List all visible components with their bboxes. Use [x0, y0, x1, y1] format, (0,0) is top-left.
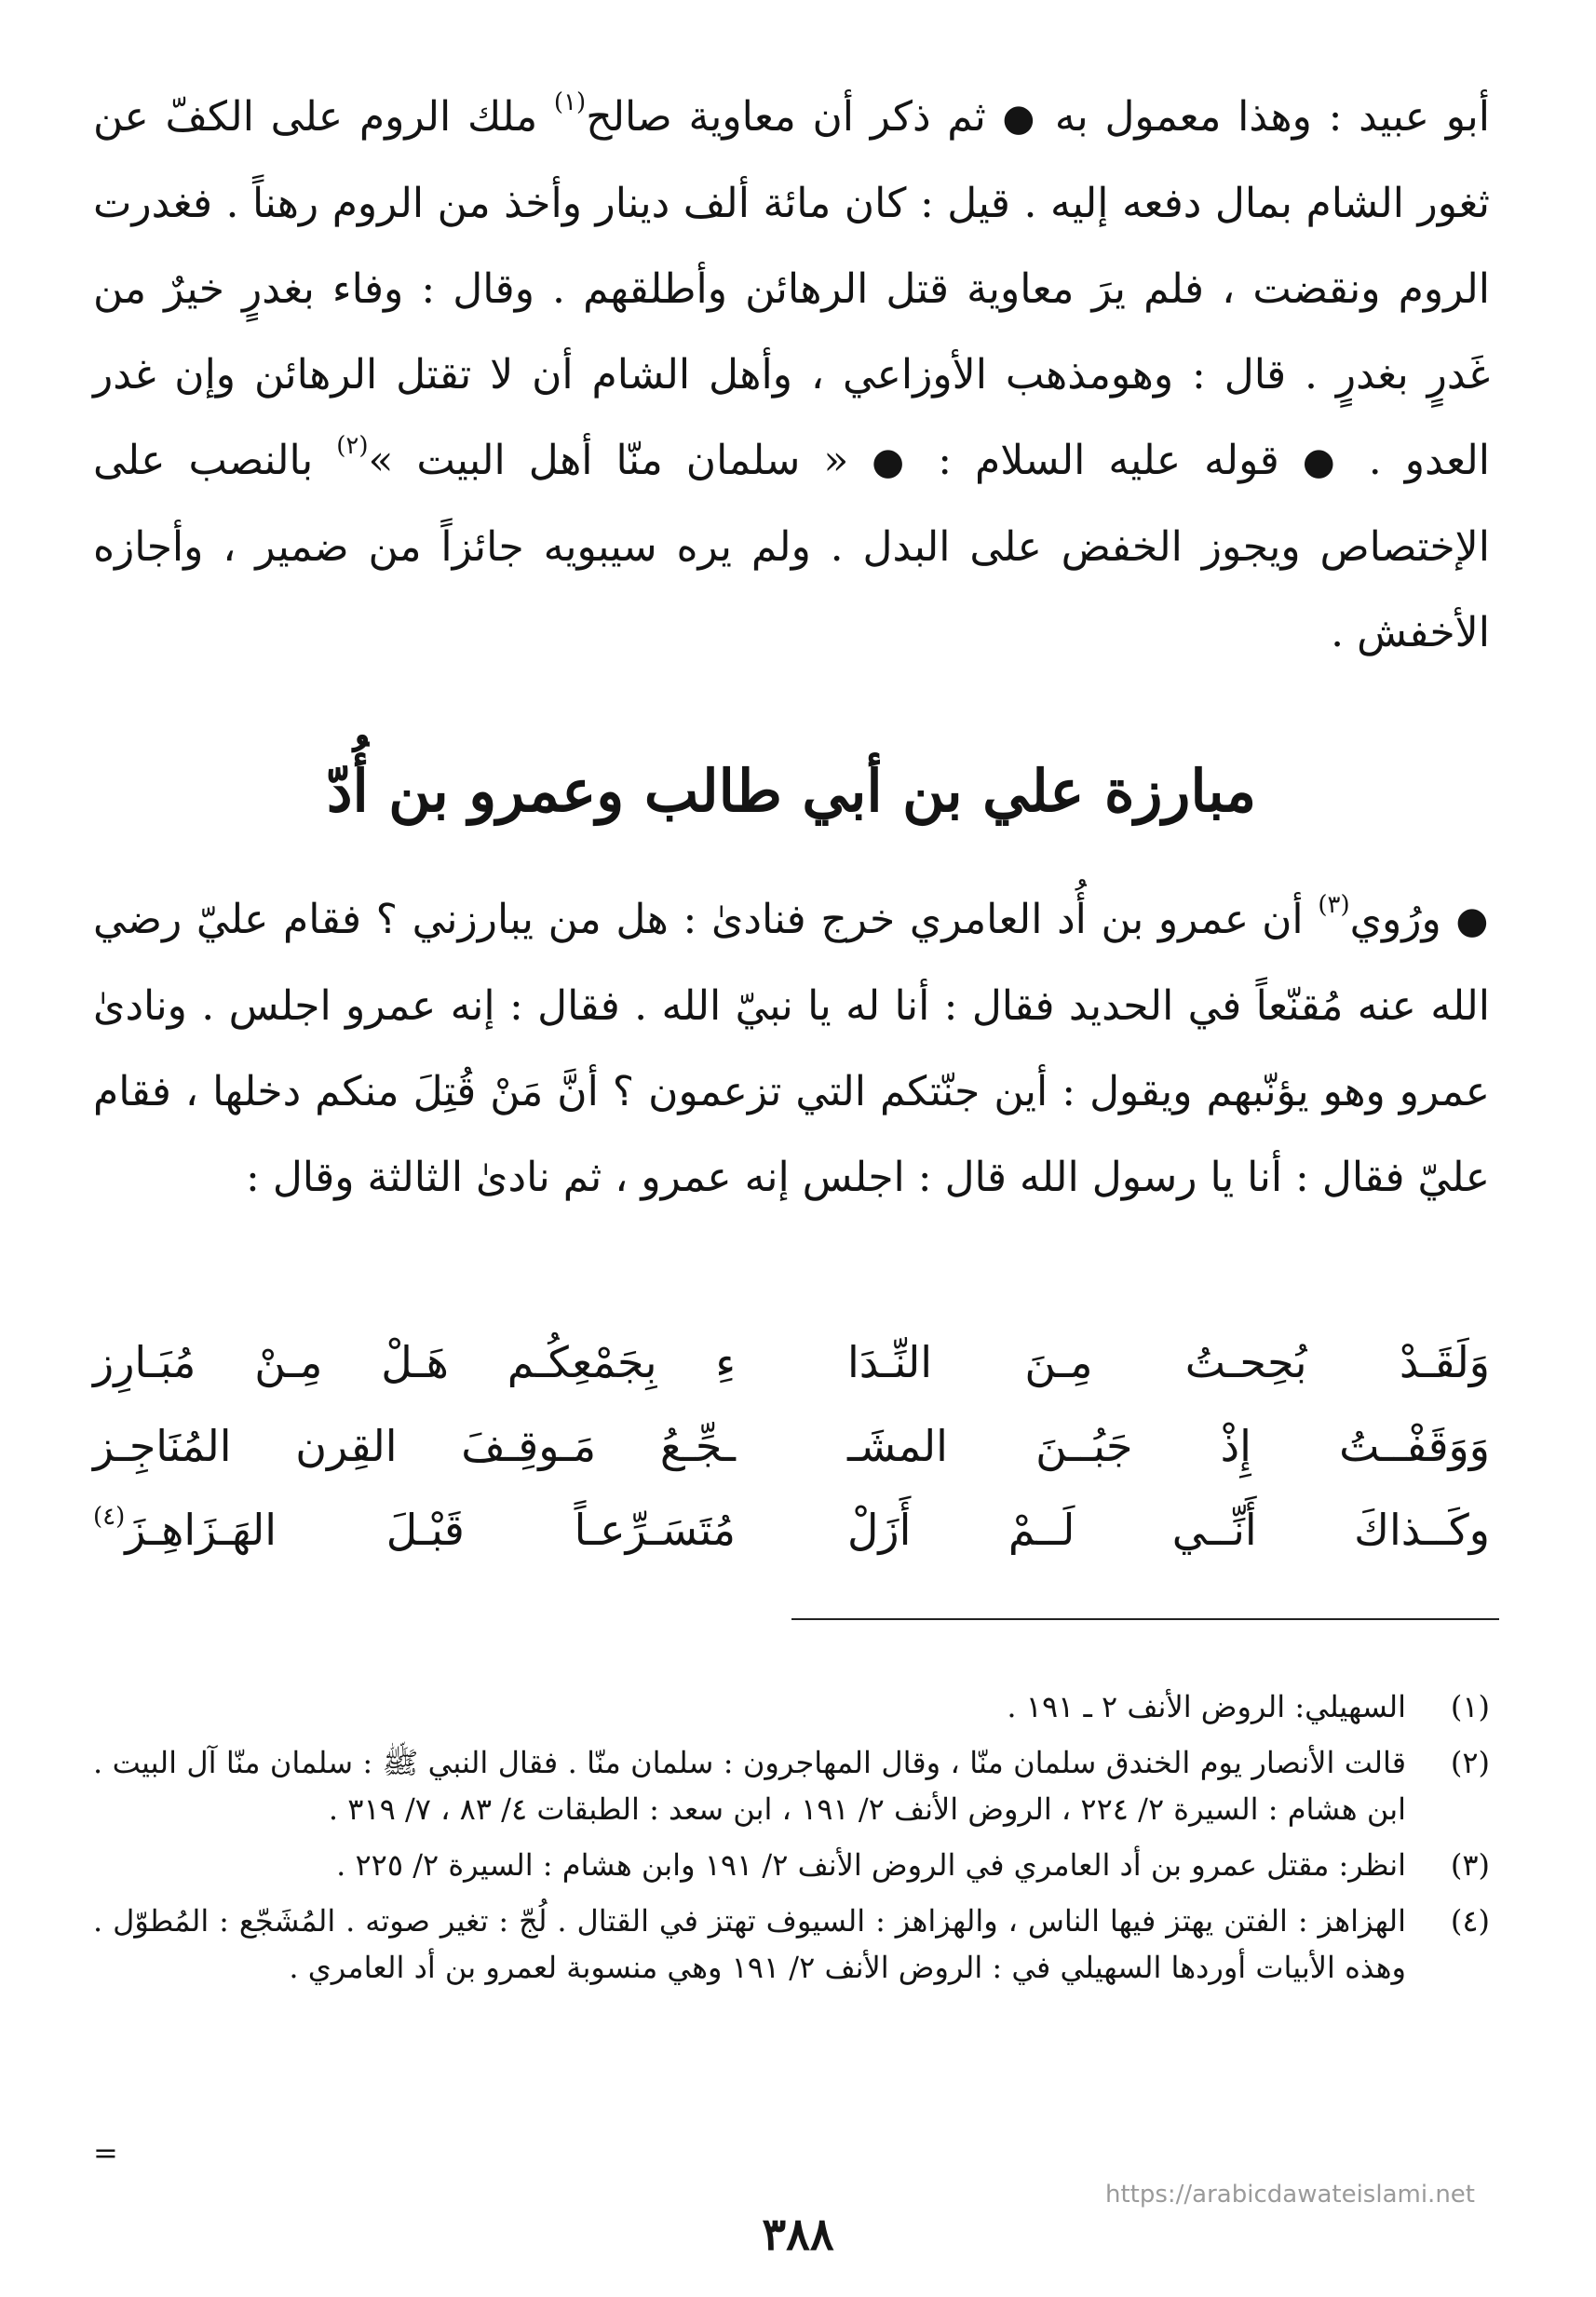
- footnote-number: (٢): [1450, 1745, 1490, 1780]
- verse-first-hemistich: وَوَقَفْــتُ إِذْ جَبُــنَ المشَـ: [847, 1421, 1490, 1471]
- poem-verse: [93, 1320, 1490, 1404]
- continuation-mark: =: [93, 2135, 118, 2170]
- verse-second-hemistich: ءِ بِجَمْعِكُـم هَـلْ مِـنْ مُبَـارِز: [93, 1337, 736, 1387]
- verse-first-hemistich: وَلَقَـدْ بُحِحـتُ مِـنَ النِّـدَا: [847, 1337, 1490, 1387]
- footnote-item: [93, 1683, 1490, 1730]
- footnote-ref-2[interactable]: (٢): [336, 432, 369, 460]
- poem-verse: [93, 1404, 1490, 1488]
- footnotes: [93, 1683, 1490, 2000]
- verse-second-hemistich: [93, 1488, 736, 1572]
- footnote-ref-1[interactable]: (١): [553, 88, 587, 116]
- verse-first-hemistich: وكَــذاكَ أَنِّــي لَــمْ أَزَلْ: [847, 1505, 1490, 1555]
- footnote-text: السهيلي: الروض الأنف ٢ ـ ١٩١ .: [1007, 1689, 1406, 1724]
- text-run: ورُوي: [1349, 896, 1441, 943]
- bullet-dot-icon: ●: [1455, 899, 1490, 942]
- footnote-item: [93, 1898, 1490, 1991]
- footnote-number: (٣): [1450, 1847, 1490, 1883]
- quoted-text: « سلمان منّا أهل البيت »: [368, 437, 849, 484]
- text-run: مُتَسَـرِّعـاً قَبْـلَ الهَـزَاهِـزَ: [125, 1505, 736, 1555]
- poem: [93, 1320, 1490, 1572]
- footnote-ref-4[interactable]: (٤): [93, 1503, 126, 1531]
- footnote-number: (١): [1450, 1689, 1490, 1724]
- text-run: أن عمرو بن أُد العامري خرج فنادىٰ : هل من يبارزني ؟ فقام عليّ رضي الله عنه مُقنّعاً في الحديد فقال : أنا له يا نبيّ الله . فقال : إنه عمرو اجلس . ونادىٰ عمرو وهو يؤنّبهم ويقول : أين جنّتكم التي تزعمون ؟ أنَّ مَنْ قُتِلَ منكم دخلها ، فقام عليّ فقال : أنا يا رسول الله قال : اجلس إنه عمرو ، ثم نادىٰ الثالثة وقال :: [93, 896, 1490, 1201]
- page-number: ٣٨٨: [762, 2209, 834, 2261]
- text-run: قوله عليه السلام :: [938, 437, 1279, 484]
- text-run: ثم ذكر أن معاوية صالح: [586, 93, 986, 141]
- bullet-dot-icon: ●: [1302, 440, 1346, 483]
- poem-verse: [93, 1488, 1490, 1572]
- footnote-divider: [791, 1618, 1499, 1620]
- footnote-item: [93, 1739, 1490, 1832]
- footnote-item: [93, 1842, 1490, 1888]
- paragraph-text: [93, 74, 1490, 676]
- footnote-ref-3[interactable]: (٣): [1318, 891, 1350, 919]
- footnote-text: الهزاهز : الفتن يهتز فيها الناس ، والهزاهز : السيوف تهتز في القتال . لُجّ : تغير صوته . المُشَجّع : المُطوّل . وهذه الأبيات أوردها السهيلي في : الروض الأنف ٢/ ١٩١ وهي منسوبة لعمرو بن أد العامري .: [93, 1903, 1406, 1985]
- narration-paragraph: [93, 877, 1490, 1221]
- footnote-number: (٤): [1450, 1903, 1490, 1939]
- verse-second-hemistich: ـجِّـعُ مَـوقِـفَ القِرن المُنَاجِـز: [93, 1421, 736, 1471]
- footnote-text: قالت الأنصار يوم الخندق سلمان منّا ، وقال المهاجرون : سلمان منّا . فقال النبي ﷺ : سلمان منّا آل البيت . ابن هشام : السيرة ٢/ ٢٢٤ ، الروض الأنف ٢/ ١٩١ ، ابن سعد : الطبقات ٤/ ٨٣ ، ٧/ ٣١٩ .: [93, 1745, 1406, 1827]
- paragraph-text: [93, 877, 1490, 1221]
- watermark-url: https://arabicdawateislami.net: [1104, 2181, 1475, 2209]
- bullet-dot-icon: ●: [1002, 97, 1039, 140]
- bullet-dot-icon: ●: [872, 440, 915, 483]
- text-run: ملك الروم على الكفّ عن ثغور الشام بمال دفعه إليه . قيل : كان مائة ألف دينار وأخذ من الروم رهناً . فغدرت الروم ونقضت ، فلم يرَ معاوية قتل الرهائن وأطلقهم . وقال : وفاء بغدرٍ خيرٌ من غَدرٍ بغدرٍ . قال : وهومذهب الأوزاعي ، وأهل الشام أن لا تقتل الرهائن وإن غدر العدو .: [93, 93, 1491, 484]
- text-run: بالنصب على الإختصاص ويجوز الخفض على البدل . ولم يره سيبويه جائزاً من ضمير ، وأجازه الأخفش .: [93, 437, 1490, 656]
- section-heading: مبارزة علي بن أبي طالب وعمرو بن أُدّ: [326, 757, 1257, 825]
- footnote-text: انظر: مقتل عمرو بن أد العامري في الروض الأنف ٢/ ١٩١ وابن هشام : السيرة ٢/ ٢٢٥ .: [336, 1847, 1406, 1883]
- body-paragraph: [93, 74, 1490, 676]
- text-run: أبو عبيد : وهذا معمول به: [1054, 93, 1490, 141]
